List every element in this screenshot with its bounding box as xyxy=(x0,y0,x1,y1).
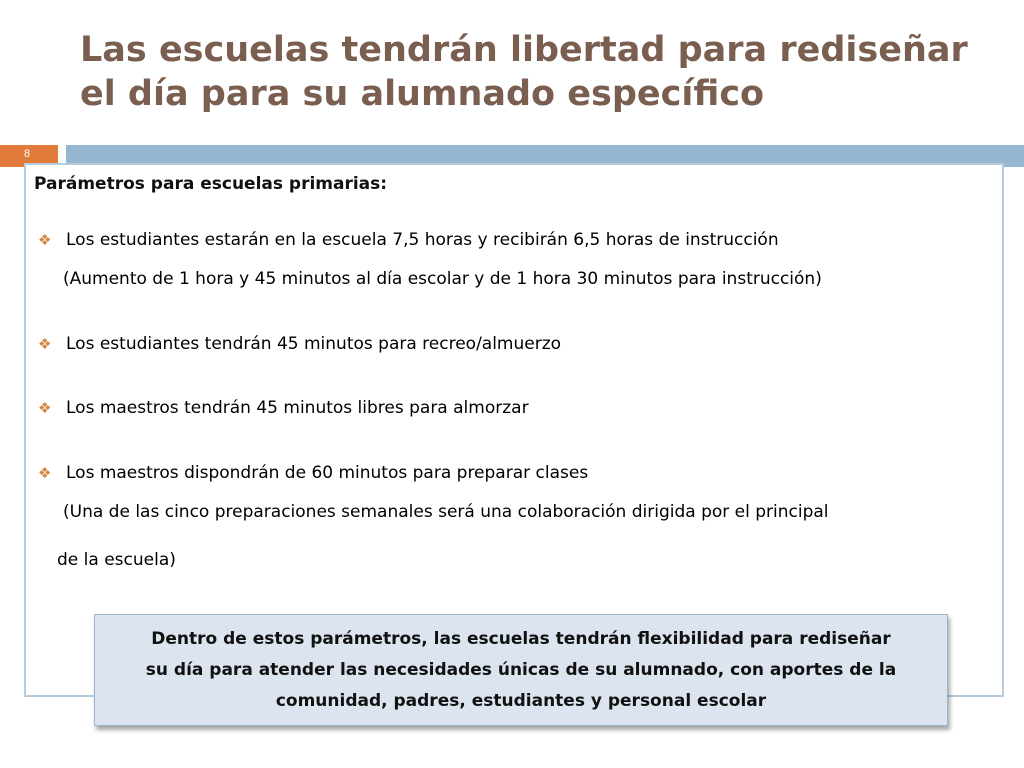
callout-line-2: su día para atender las necesidades únicas de su alumnado, con aportes de la xyxy=(145,659,897,680)
diamond-bullet-icon: ❖ xyxy=(38,464,52,482)
bullet-text-2: Los estudiantes tendrán 45 minutos para recreo/almuerzo xyxy=(66,334,562,354)
bullet-text-4: Los maestros dispondrán de 60 minutos para preparar clases xyxy=(66,463,589,483)
bullet-item-4 xyxy=(38,463,588,483)
diamond-bullet-icon: ❖ xyxy=(38,399,52,417)
slide-title-line-1: Las escuelas tendrán libertad para rediseñar xyxy=(80,30,968,70)
bullet-text-3: Los maestros tendrán 45 minutos libres para almorzar xyxy=(66,398,529,418)
bullet-item-1 xyxy=(38,230,779,250)
bullet-note-1: (Aumento de 1 hora y 45 minutos al día escolar y de 1 hora 30 minutos para instrucción) xyxy=(63,269,822,289)
bullet-item-2 xyxy=(38,334,561,354)
slide-number: 8 xyxy=(24,148,31,160)
content-body xyxy=(34,172,1004,194)
bullet-item-3 xyxy=(38,398,529,418)
diamond-bullet-icon: ❖ xyxy=(38,335,52,353)
callout-line-1: Dentro de estos parámetros, las escuelas tendrán flexibilidad para rediseñar xyxy=(151,628,891,649)
slide-title xyxy=(80,28,1000,116)
section-heading: Parámetros para escuelas primarias: xyxy=(34,174,388,194)
bullet-note-4-line-2: de la escuela) xyxy=(57,550,176,570)
callout-box xyxy=(94,614,948,726)
bullet-text-1: Los estudiantes estarán en la escuela 7,5 horas y recibirán 6,5 horas de instrucción xyxy=(66,230,779,250)
bullet-note-4-line-1: (Una de las cinco preparaciones semanales será una colaboración dirigida por el principal xyxy=(63,502,829,522)
diamond-bullet-icon: ❖ xyxy=(38,231,52,249)
callout-line-3: comunidad, padres, estudiantes y personal escolar xyxy=(275,690,767,711)
slide-title-line-2: el día para su alumnado específico xyxy=(80,74,765,114)
